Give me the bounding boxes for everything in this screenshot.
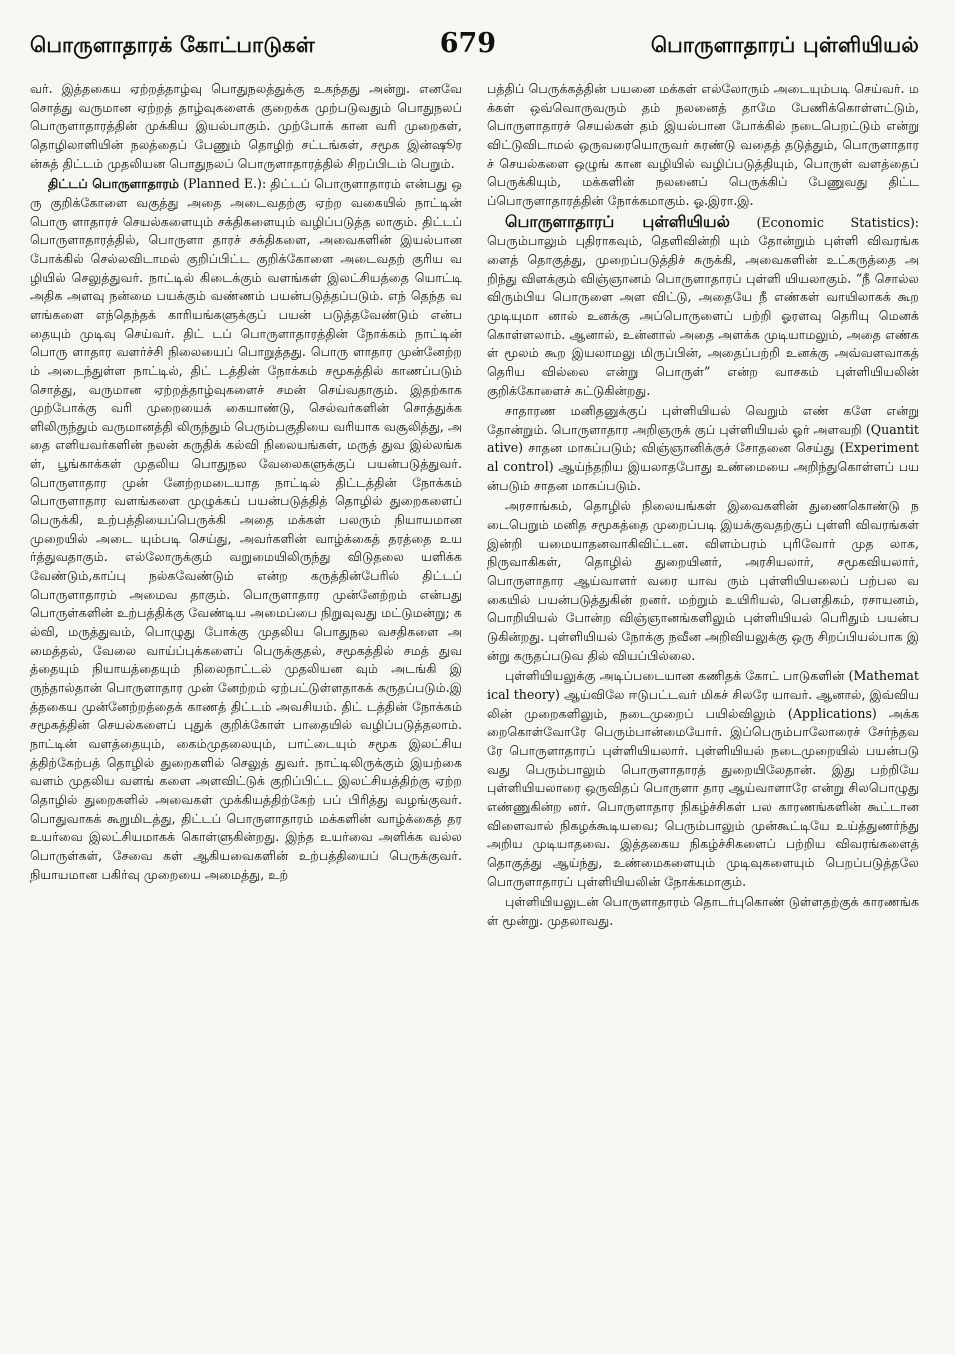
entry-heading-planned-economy: திட்டப் பொருளாதாரம் (48, 176, 179, 192)
paragraph-statistics-views: சாதாரண மனிதனுக்குப் புள்ளியியல் வெறும் எண் களே என்று தோன்றும். பொருளாதார அறிஞருக் குப் புள்ளியியல் ஓர் அளவறி (Quantitative) சாதன மாகப்படும்; விஞ்ஞானிக்குச் சோதனை செய்து (Experimental control) ஆய்ந்தறிய இயலாதபோது உண்மையை அறிந்துகொள்ளப் பயன்படும் சாதன மாகப்படும். (487, 403, 919, 493)
planned-economy-entry (30, 175, 462, 884)
author-signature: ஓ.இரா.இ. (693, 192, 754, 208)
economic-statistics-entry (487, 213, 919, 401)
page-number: 679 (439, 28, 497, 59)
header-right-title: பொருளாதாரப் புள்ளியியல் (650, 33, 919, 57)
text-columns (30, 80, 919, 1335)
welfare-economics-continuation: வர். இத்தகைய ஏற்றத்தாழ்வு பொதுநலத்துக்கு உகந்தது அன்று. எனவே சொத்து வருமான ஏற்றத் தாழ்வுகளைக் குறைக்க முற்படுவதும் பொதுநலப் பொருளாதாரத்தின் முக்கிய இயல்பாகும். முற்போக் கான வரி முறைகள், தொழிலாளியின் நலத்தைப் பேணும் தொழிற் சட்டங்கள், சமூக இன்ஷூரன்சுத் திட்டம் முதலியன பொதுநலப் பொருளாதாரத்தில் சிறப்பிடம் பெறும். (30, 81, 462, 171)
economic-statistics-body: பெரும்பாலும் புதிராகவும், தெளிவின்றி யும் தோன்றும் புள்ளி விவரங்களைத் தொகுத்து, முறைப்படுத்திச் சுருக்கி, அவைகளின் உட்கருத்தை அறிந்து விளக்கும் விஞ்ஞானம் பொருளாதாரப் புள்ளி யியலாகும். “நீ சொல்ல விரும்பிய பொருளை அள விட்டு, அதையே நீ எண்கள் வாயிலாகக் கூற முடியுமா னால் உனக்கு அப்பொருளைப் பற்றி ஓரளவு தெரியு மெனக் கொள்ளலாம். ஆனால், உன்னால் அதை அளக்க முடியாமலும், அதை எண்கள் மூலம் கூற இயலாமலு மிருப்பின், அதைப்பற்றி உனக்கு அவ்வளவாகத் தெரிய வில்லை என்று பொருள்” என்ற வாசகம் புள்ளியியலின் குறிக்கோளைச் சுட்டுகின்றது. (487, 233, 919, 398)
planned-economy-body: திட்டப் பொருளாதாரம் என்பது ஒரு குறிக்கோளை வகுத்து அதை அடைவதற்கு ஏற்ற வகையில் நாட்டின் பொரு ளாதாரச் செயல்களையும் சக்திகளையும் வழிப்படுத்த லாகும். திட்டப் பொருளாதாரத்தில், பொருளா தாரச் சக்திகளை, அவைகளின் இயல்பான போக்கில் செல்லவிடாமல் குறிப்பிட்ட குறிக்கோளை அடைவதற் குரிய வழியில் செலுத்துவர். நாட்டில் கிடைக்கும் வளங்கள் இலட்சியத்தை யொட்டி அதிக அளவு நன்மை பயக்கும் வண்ணம் பயன்படுத்தப்படும். எந் தெந்த வளங்களை எந்தெந்தக் காரியங்களுக்குப் பயன் படுத்தவேண்டும் என்பதையும் முடிவு செய்வர். திட் டப் பொருளாதாரத்தின் நோக்கம் நாட்டின் பொரு ளாதார வளர்ச்சி நிலையைப் பொறுத்தது. பொரு ளாதார முன்னேற்றம் அடைந்துள்ள நாட்டில், திட் டத்தின் நோக்கம் சமூகத்தில் காணப்படும் சொத்து, வருமான ஏற்றத்தாழ்வுகளைச் சமன் செய்வதாகும். இதற்காக முற்போக்கு வரி முறையைக் கையாண்டு, செல்வர்களின் சொத்துக்களிலிருந்தும் வருமானத்தி லிருந்தும் பெரும்பகுதியை வரியாக வசூலித்து, அதை எளியவர்களின் நலன் கருதிக் கல்வி நிலையங்கள், மருத் துவ இல்லங்கள், பூங்காக்கள் முதலிய பொதுநல வேலைகளுக்குப் பயன்படுத்துவர். பொருளாதார முன் னேற்றமடையாத நாட்டில் திட்டத்தின் நோக்கம் பொருளாதார வளங்களை முழுக்கப் பயன்படுத்தித் தொழில் துறைகளைப் பெருக்கி, உற்பத்தியைப்பெருக்கி அதை மக்கள் பலரும் நியாயமான முறையில் அடை யும்படி செய்து, அவர்களின் வாழ்க்கைத் தரத்தை உயர்த்துவதாகும். எல்லோருக்கும் வறுமையிலிருந்து விடுதலை யளிக்கவேண்டும்,காப்பு நல்கவேண்டும் என்ற கருத்தின்பேரில் திட்டப் பொருளாதாரம் அமைவ தாகும். பொருளாதார முன்னேற்றம் என்பது பொருள்களின் உற்பத்திக்கு வேண்டிய அமைப்பை நிறுவுவது மட்டுமன்று; கல்வி, மருத்துவம், பொழுது போக்கு முதலிய பொதுநல வசதிகளை அமைத்தல், வேலை வாய்ப்புக்களைப் பெருக்குதல், சமூகத்தில் சமத் துவத்தையும் நியாயத்தையும் நிலைநாட்டல் முதலியன வும் அடங்கி இருந்தால்தான் பொருளாதார முன் னேற்றம் ஏற்பட்டுள்ளதாகக் கருதப்படும்.இத்தகைய முன்னேற்றத்தைக் காணத் திட்டம் அவசியம். திட் டத்தின் நோக்கம் சமூகத்தின் செயல்களைப் புதுக் குறிக்கோள் பாதையில் வழிப்படுத்தலாம். நாட்டின் வளத்தையும், கைம்முதலையும், பாட்டையும் சமூக இலட்சியத்திற்கேற்பத் தொழில் துறைகளில் செலுத் துவர். நாட்டிலிருக்கும் இயற்கை வளம் முதலிய வளங் களை அளவிட்டுக் குறிப்பிட்ட இலட்சியத்திற்கு ஏற்ற தொழில் துறைகளில் அவைகள் முக்கியத்திற்கேற் பப் பிரித்து வழங்குவர். பொதுவாகக் கூறுமிடத்து, திட்டப் பொருளாதாரம் மக்களின் வாழ்க்கைத் தர உயர்வை இலட்சியமாகக் கொள்ளுகின்றது. இந்த உயர்வை அளிக்க வல்ல பொருள்கள், சேவை கள் ஆகியவைகளின் உற்பத்தியைப் பெருக்குவர். நியாயமான பகிர்வு முறையை அமைத்து, உற் (30, 176, 462, 882)
left-column (30, 80, 462, 1335)
planned-economy-end-text: பத்திப் பெருக்கத்தின் பயனை மக்கள் எல்லோரும் அடையும்படி செய்வர். மக்கள் ஒவ்வொருவரும் தம் நலனைத் தாமே பேணிக்கொள்ளட்டும்,பொருளாதாரச் செயல்கள் தம் இயல்பான போக்கில் நடைபெறட்டும் என்று விட்டுவிடாமல் ஒருவரையொருவர் சுரண்டு வதைத் தடுத்தும், பொருளாதாரச் செயல்களை ஒழுங் கான வழியில் வழிப்படுத்தியும், பொருள் வளத்தைப் பெருக்கியும், மக்களின் நலனைப் பெருக்கிப் பேணுவது திட்டப்பொருளாதாரத்தின் நோக்கமாகும். (487, 81, 919, 208)
paragraph-reasons: புள்ளியியலுடன் பொருளாதாரம் தொடர்புகொண் டுள்ளதற்குக் காரணங்கள் மூன்று. முதலாவது. (487, 894, 919, 928)
header-left-title: பொருளாதாரக் கோட்பாடுகள் (30, 33, 315, 57)
running-header (30, 28, 919, 80)
entry-latin-planned-economy: (Planned E.): (183, 176, 267, 192)
right-column (487, 80, 919, 1335)
planned-economy-continuation (487, 80, 919, 211)
entry-latin-economic-statistics: (Economic Statistics): (756, 214, 919, 230)
entry-heading-economic-statistics: பொருளாதாரப் புள்ளியியல் (505, 211, 730, 231)
paragraph-statistics-uses: அரசாங்கம், தொழில் நிலையங்கள் இவைகளின் துணைகொண்டு நடைபெறும் மனித சமூகத்தை முறைப்படி இயக்குவதற்குப் புள்ளி விவரங்கள் இன்றி யமையாதனவாகிவிட்டன. விளம்பரம் புரிவோர் முத லாக, நிருவாகிகள், தொழில் துறையினர், அரசியலார், சமூகவியலார், பொருளாதார ஆய்வாளர் வரை யாவ ரும் புள்ளியியலைப் பற்பல வகையில் பயன்படுத்துகின் றனர். மற்றும் உயிரியல், பௌதிகம், ரசாயனம், பொறியியல் போன்ற விஞ்ஞானங்களிலும் புள்ளியியல் பெரிதும் பயன்படுகின்றது. புள்ளியியல் நோக்கு நவீன அறிவியலுக்கு ஒரு சிறப்பியல்பாக இன்று கருதப்படுவ தில் வியப்பில்லை. (487, 498, 919, 663)
paragraph-mathematical-theory: புள்ளியியலுக்கு அடிப்படையான கணிதக் கோட் பாடுகளின் (Mathematical theory) ஆய்விலே ஈடுபட்டவர் மிகச் சிலரே யாவர். ஆனால், இவ்வியலின் முறைகளிலும், நடைமுறைப் பயில்விலும் (Applications) அக்கறைகொள்வோரே பெரும்பான்மையோர். இப்பெரும்பாலோரைச் சேர்ந்தவரே பொருளாதாரப் புள்ளியியலார். புள்ளியியல் நடைமுறையில் பயன்படு வது பெரும்பாலும் பொருளாதாரத் துறையிலேதான். இது பற்றியே புள்ளியியலாரை ஒருவிதப் பொருளா தார ஆய்வாளாரே என்று சிலபொழுது எண்ணுகின்ற னர். பொருளாதார நிகழ்ச்சிகள் பல காரணங்களின் கூட்டான விளைவால் நிகழக்கூடியவை; பெரும்பாலும் முன்கூட்டியே உய்த்துணர்ந்து அறிய முடியாதவை. இத்தகைய நிகழ்ச்சிகளைப் பற்றிய விவரங்களைத் தொகுத்து ஆய்ந்து, உண்மைகளையும் முடிவுகளையும் பெறப்படுத்தலே பொருளாதாரப் புள்ளியியலின் நோக்கமாகும். (487, 668, 919, 889)
